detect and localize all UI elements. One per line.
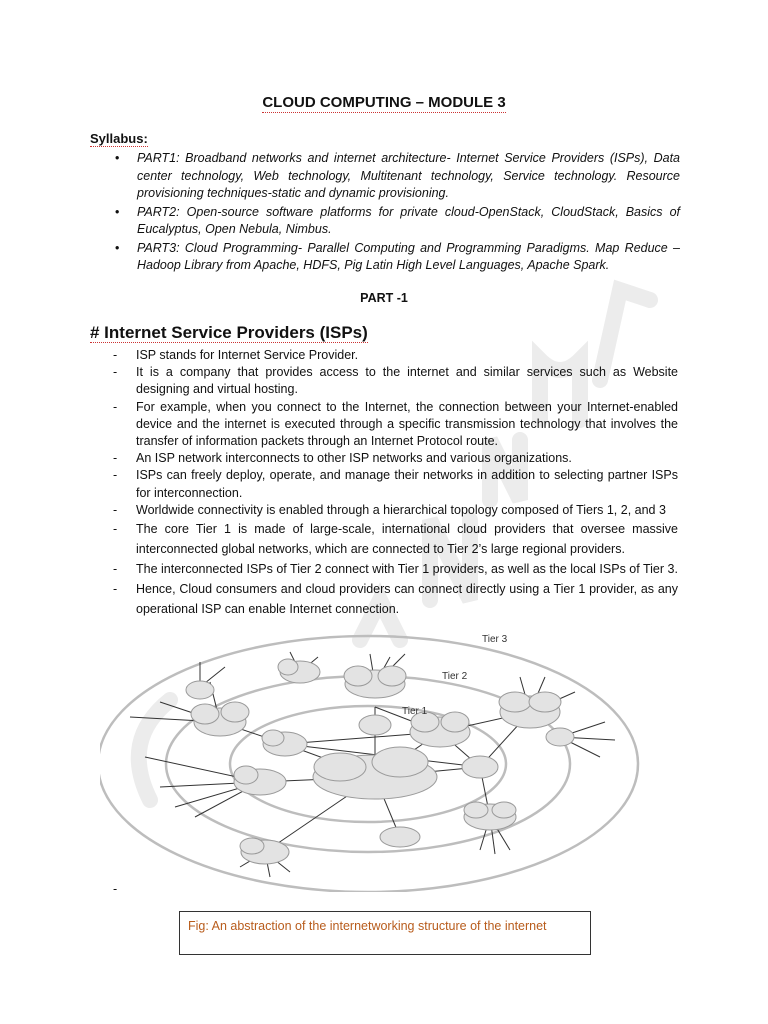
cloud-node (380, 827, 420, 847)
syllabus-item: • PART2: Open-source software platforms for private cloud-OpenStack, CloudStack, Basics of Eucalyptus, Open Nebula, Nimbus. (90, 204, 680, 239)
cloud-node (546, 728, 574, 746)
list-item: - Hence, Cloud consumers and cloud providers can connect directly using a Tier 1 provider, as any operational ISP can enable Internet connection. (90, 579, 678, 619)
cloud-node (240, 838, 289, 864)
list-item: - The interconnected ISPs of Tier 2 connect with Tier 1 providers, as well as the local ISPs of Tier 3. (90, 559, 678, 579)
internet-tiers-diagram (100, 622, 700, 892)
cloud-node (262, 730, 307, 756)
syllabus-item: • PART3: Cloud Programming- Parallel Computing and Programming Paradigms. Map Reduce – Hadoop Library from Apache, HDFS, Pig Latin High Level Languages, Apache Spark. (90, 240, 680, 275)
cloud-node (359, 715, 391, 735)
section-heading: # Internet Service Providers (ISPs) (90, 323, 368, 342)
cloud-node (186, 681, 214, 699)
list-item: - ISP stands for Internet Service Provider. (90, 347, 678, 364)
list-item: - It is a company that provides access to the internet and similar services such as Website designing and virtual hosting. (90, 364, 678, 398)
list-item: - ISPs can freely deploy, operate, and manage their networks in addition to selecting partner ISPs for interconnection. (90, 467, 678, 501)
cloud-node (462, 756, 498, 778)
cloud-node (464, 802, 516, 830)
isp-list (90, 347, 678, 619)
list-item: - An ISP network interconnects to other ISP networks and various organizations. (90, 450, 678, 467)
syllabus-label: Syllabus: (90, 131, 148, 146)
figure-caption-box (179, 911, 591, 955)
cloud-node (234, 766, 286, 795)
list-item: - For example, when you connect to the Internet, the connection between your Internet-enabled device and the internet is executed through a specific transmission technology that involves the transfer of information packets through an Internet Protocol route. (90, 399, 678, 451)
list-item: - Worldwide connectivity is enabled through a hierarchical topology composed of Tiers 1, 2, and 3 (90, 502, 678, 519)
cloud-node (191, 702, 249, 736)
cloud-node (278, 659, 320, 683)
page-title: CLOUD COMPUTING – MODULE 3 (262, 94, 506, 111)
stray-dash: - (113, 882, 118, 896)
cloud-node (410, 712, 470, 747)
tier1-label: Tier 1 (402, 706, 428, 717)
part-heading: PART -1 (360, 291, 408, 305)
tier2-label: Tier 2 (442, 671, 468, 682)
list-item: - The core Tier 1 is made of large-scale, international cloud providers that oversee massive interconnected global networks, which are connected to Tier 2’s large regional providers. (90, 519, 678, 559)
cloud-node (344, 666, 406, 698)
figure-caption: Fig: An abstraction of the internetworking structure of the internet (188, 919, 547, 933)
syllabus-item: • PART1: Broadband networks and internet architecture- Internet Service Providers (ISPs), Data center technology, Web technology, Multitenant technology, Service technology. Resource provisioning techniques-static and dynamic provisioning. (90, 150, 680, 203)
tier3-label: Tier 3 (482, 634, 508, 645)
cloud-node (313, 747, 437, 799)
cloud-node (499, 692, 561, 728)
syllabus-list (90, 150, 680, 276)
